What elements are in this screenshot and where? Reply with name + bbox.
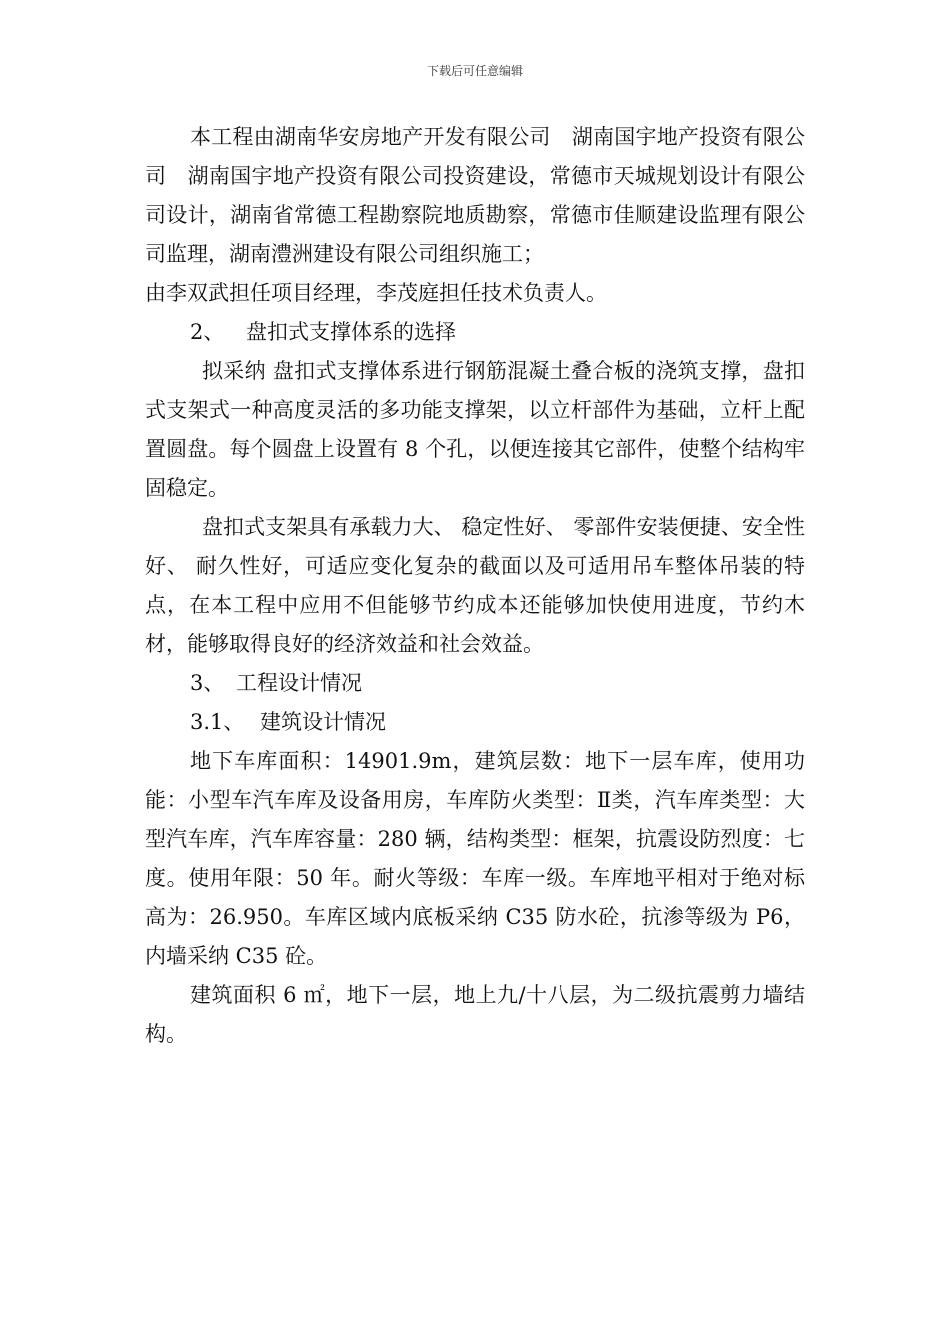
section-title: 工程设计情况 — [236, 671, 362, 695]
page-header: 下载后可任意编辑 — [426, 64, 523, 78]
paragraph-project-manager: 由李双武担任项目经理，李茂庭担任技术负责人。 — [145, 281, 607, 305]
document-body — [145, 118, 805, 1054]
paragraph-support-system: 拟采纳 盘扣式支撑体系进行钢筋混凝土叠合板的浇筑支撑，盘扣式支架式一种高度灵活的多功能支撑架，以立杆部件为基础，立杆上配置圆盘。每个圆盘上设置有 8 个孔，以便连接其它部件，使整个结构牢固稳定。 — [145, 359, 805, 500]
paragraph-building-area: 建筑面积 6 ㎡，地下一层，地上九/十八层，为二级抗震剪力墙结构。 — [145, 983, 805, 1046]
paragraph-garage-details: 地下车库面积：14901.9m，建筑层数：地下一层车库，使用功能：小型车汽车库及设备用房，车库防火类型：Ⅱ类，汽车库类型：大型汽车库，汽车库容量：280 辆，结构类型：框架，抗震设防烈度：七度。使用年限：50 年。耐火等级：车库一级。车库地平相对于绝对标高为：26.950。车库区域内底板采纳 C35 防水砼，抗渗等级为 P6，内墙采纳 C35 砼。 — [145, 749, 805, 968]
section-number: 3.1、 — [190, 710, 245, 734]
section-number: 3、 — [190, 671, 225, 695]
section-title: 盘扣式支撑体系的选择 — [246, 320, 456, 344]
section-number: 2、 — [190, 320, 225, 344]
section-heading-2 — [145, 313, 805, 352]
section-title: 建筑设计情况 — [260, 710, 386, 734]
paragraph-advantages: 盘扣式支架具有承载力大、 稳定性好、 零部件安装便捷、安全性好、 耐久性好，可适应变化复杂的截面以及可适用吊车整体吊装的特点，在本工程中应用不但能够节约成本还能够加快使用进度，节约木材，能够取得良好的经济效益和社会效益。 — [145, 515, 805, 656]
section-heading-3-1 — [145, 703, 805, 742]
paragraph-project-intro: 本工程由湖南华安房地产开发有限公司 湖南国宇地产投资有限公司 湖南国宇地产投资有限公司投资建设，常德市天城规划设计有限公司设计，湖南省常德工程勘察院地质勘察，常德市佳顺建设监理有限公司监理，湖南澧洲建设有限公司组织施工； — [145, 125, 805, 266]
section-heading-3 — [145, 664, 805, 703]
